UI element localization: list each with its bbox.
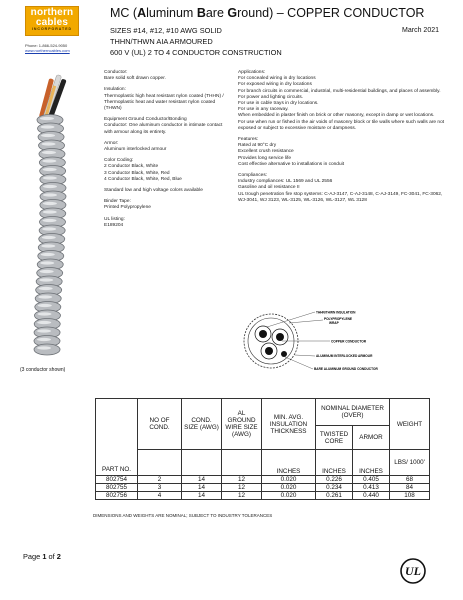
page-label: Page [23,552,43,561]
armour-coil-highlight [42,142,56,145]
color-coding-heading: Color Coding: [104,158,134,164]
armour-coil-highlight [42,159,56,162]
armour-coil-highlight [42,227,56,230]
company-phone: Phone: 1-866-524-9050 [25,43,68,48]
conductor-3-core [265,347,273,355]
armour-coil-highlight [43,193,57,196]
title-part: round) – COPPER CONDUCTOR [237,6,425,20]
title-part: are [205,6,228,20]
table-row [96,476,430,484]
application-item: For power and lighting circuits. [238,94,304,100]
title-part: B [196,6,206,20]
table-cell: 14 [182,476,222,484]
company-url-link[interactable]: www.northerncables.com [25,48,70,53]
table-cell: 0.226 [316,476,353,484]
binder-heading: Binder Tape: [104,199,131,205]
diagram-label-wrap-2: WRAP [329,321,339,325]
color-coding-2: 2 Conductor Black, White [104,164,159,170]
application-item: For exposed wiring in dry locations [238,82,312,88]
ul-mark-text: UL [405,564,421,579]
page-label: of [46,552,57,561]
armour-coil-highlight [39,287,53,290]
unit-cell: INCHES [262,450,316,476]
document-date: March 2021 [402,27,439,34]
col-header-nominal-diameter: NOMINAL DIAMETER (OVER) [316,399,390,426]
title-part: luminum [146,6,197,20]
specifications-table [95,398,430,500]
conductor-heading: Conductor: [104,70,128,75]
unit-cell [138,450,182,476]
table-cell: 12 [222,476,262,484]
unit-cell [182,450,222,476]
table-cell: 0.020 [262,492,316,500]
diagram-label-insulation: THHN/THWN INSULATION [316,310,356,315]
page-title [110,6,424,20]
compliances-heading: Compliances: [238,173,268,179]
table-header-row [96,399,430,426]
table-cell: 12 [222,484,262,492]
table-cell: 4 [138,492,182,500]
page-total: 2 [56,552,61,561]
egc-heading: Equipment Ground Conductor/Bonding [104,117,187,123]
features-heading: Features: [238,137,259,143]
insulation-heading: Insulation: [104,87,126,93]
color-coding-4: 4 Conductor Black, White, Red, Blue [104,176,182,182]
armour-coil-highlight [43,185,57,188]
subtitle-construction: 600 V (UL) 2 TO 4 CONDUCTOR CONSTRUCTION [110,48,282,57]
voltage-colors-text: Standard low and high voltage colors available [104,188,203,194]
title-part: A [137,6,147,20]
table-cell: 0.020 [262,484,316,492]
col-header-twisted-core: TWISTED CORE [316,426,353,450]
logo-word-cables: cables [35,17,69,28]
feature-item: Provides long service life [238,155,292,161]
ul-listing-heading: UL listing: [104,216,125,222]
ul-listing-number: E189204 [104,222,124,228]
color-coding-3: 3 Conductor Black, White, Red [104,170,170,176]
table-units-row [96,450,430,476]
col-header-al-ground: AL GROUND WIRE SIZE (AWG) [222,399,262,450]
company-logo [25,6,77,42]
feature-item: Excellent crush resistance [238,149,294,155]
armour-coil-highlight [37,338,51,341]
table-cell: 0.234 [316,484,353,492]
armour-coil-highlight [40,270,54,273]
armour-coil-highlight [40,117,54,120]
table-footnote: DIMENSIONS AND WEIGHTS ARE NOMINAL; SUBJECT TO INDUSTRY TOLERANCES [93,513,273,518]
compliance-item: UL trough penetration fire stop systems: C-AJ-3147, C-AJ-3148, C-AJ-3149, FC-3041, FC-3062, WJ-3041, WJ 3123, WL-3125, WL-3126, WL-3127, WL 3128 [238,191,443,203]
table-cell: 0.020 [262,476,316,484]
table-cell: 802754 [96,476,138,484]
egc-text: Conductor: One aluminum conductor in intimate contact with armour along its entirety. [104,123,223,135]
armour-coil-highlight [38,295,52,298]
table-cell: 802756 [96,492,138,500]
unit-cell: LBS/ 1000' [390,450,430,476]
figure-caption: (3 conductor shown) [20,367,66,373]
application-item: For use when run or fished in the air voids of masonry block or tile walls where such walls are not exposed or subject to excessive moisture or dampness. [238,119,445,131]
application-item: For concealed wiring in dry locations [238,76,316,82]
insulation-text: Thermoplastic high heat resistant nylon coated (THHN) / Thermoplastic heat and water resistant nylon coated (THWN) [104,93,224,112]
armour-coil-highlight [38,304,52,307]
table-row [96,484,430,492]
armour-coil-highlight [37,312,51,315]
armour-coil-highlight [37,321,51,324]
application-item: For branch circuits in commercial, industrial, multi-residential buildings, and places of assembly. [238,88,441,94]
armour-coils [34,115,66,356]
page-current: 1 [42,552,47,561]
table-cell: 12 [222,492,262,500]
table-cell: 0.261 [316,492,353,500]
title-part: G [227,6,238,20]
armor-heading: Armor: [104,140,119,146]
table-cell: 108 [390,492,430,500]
unit-cell [222,450,262,476]
feature-item: Rated at 90°C dry [238,143,277,149]
armour-coil-highlight [41,125,55,128]
diagram-label-armour: ALUMINUM INTERLOCKED ARMOUR [316,354,373,358]
unit-cell: INCHES [353,450,390,476]
armour-coil-highlight [40,261,54,264]
subtitle-sizes: SIZES #14, #12, #10 AWG SOLID [110,26,222,35]
table-cell: 0.413 [353,484,390,492]
col-header-armor: ARMOR [353,426,390,450]
application-item: For use in any raceway. [238,107,289,113]
armour-coil-highlight [37,329,51,332]
ul-certification-mark [400,558,426,584]
armor-text: Aluminum interlocked armour [104,147,167,153]
armour-coil-highlight [41,134,55,137]
col-header-weight: WEIGHT [390,399,430,450]
cable-illustration [20,70,80,360]
unit-cell: INCHES [316,450,353,476]
table-cell: 68 [390,476,430,484]
col-header-no-cond: NO OF COND. [138,399,182,450]
table-cell: 3 [138,484,182,492]
compliance-item: Industry compliances: UL 1569 and UL 2556 [238,179,333,185]
armour-coil-highlight [37,346,51,349]
table-cell: 0.405 [353,476,390,484]
table-cell: 84 [390,484,430,492]
diagram-label-conductor: COPPER CONDUCTOR [331,339,367,344]
col-header-insulation: MIN. AVG. INSULATION THICKNESS [262,399,316,450]
diagram-label-wrap: POLYPROPYLENE [324,317,353,321]
binder-text: Printed Polypropylene [104,205,151,211]
application-item: When embedded in plaster finish on brick or other masonry, except in damp or wet locations. [238,113,435,119]
ground-conductor [281,351,287,357]
conductor-text: Bare solid soft drawn copper. [104,76,166,82]
cable-cross-section-diagram [235,305,410,375]
applications-heading: Applications: [238,70,266,75]
table-cell: 802755 [96,484,138,492]
col-header-part-no: PART NO. [96,399,138,476]
armour-coil-highlight [42,219,56,222]
armour-coil [34,344,60,355]
feature-item: Cost effective alternative to installations in conduit [238,161,345,167]
conductor-1-core [259,330,267,338]
title-part: MC ( [110,6,138,20]
armour-coil-highlight [43,168,57,171]
specs-left-column [104,70,227,234]
table-cell: 14 [182,484,222,492]
subtitle-type: THHN/THWN AIA ARMOURED [110,37,213,46]
armour-coil-highlight [43,176,57,179]
page-number [23,552,61,561]
armour-coil-highlight [39,278,53,281]
armour-coil-highlight [43,202,57,205]
logo-word-incorporated: INCORPORATED [31,27,73,31]
table-row [96,492,430,500]
specs-right-column [238,70,448,209]
table-cell: 14 [182,492,222,500]
armour-coil-highlight [41,253,55,256]
table-cell: 0.440 [353,492,390,500]
armour-coil-highlight [41,244,55,247]
application-item: For use in cable trays in dry locations. [238,101,319,107]
armour-coil-highlight [42,236,56,239]
logo-word-northern: northern [30,7,74,18]
armour-coil-highlight [42,151,56,154]
col-header-cond-size: COND. SIZE (AWG) [182,399,222,450]
compliance-item: Gasoline and oil resistance II [238,185,300,191]
armour-coil-highlight [43,210,57,213]
diagram-label-ground: BARE ALUMINUM GROUND CONDUCTOR [314,367,378,371]
conductor-2-core [276,333,284,341]
table-cell: 2 [138,476,182,484]
